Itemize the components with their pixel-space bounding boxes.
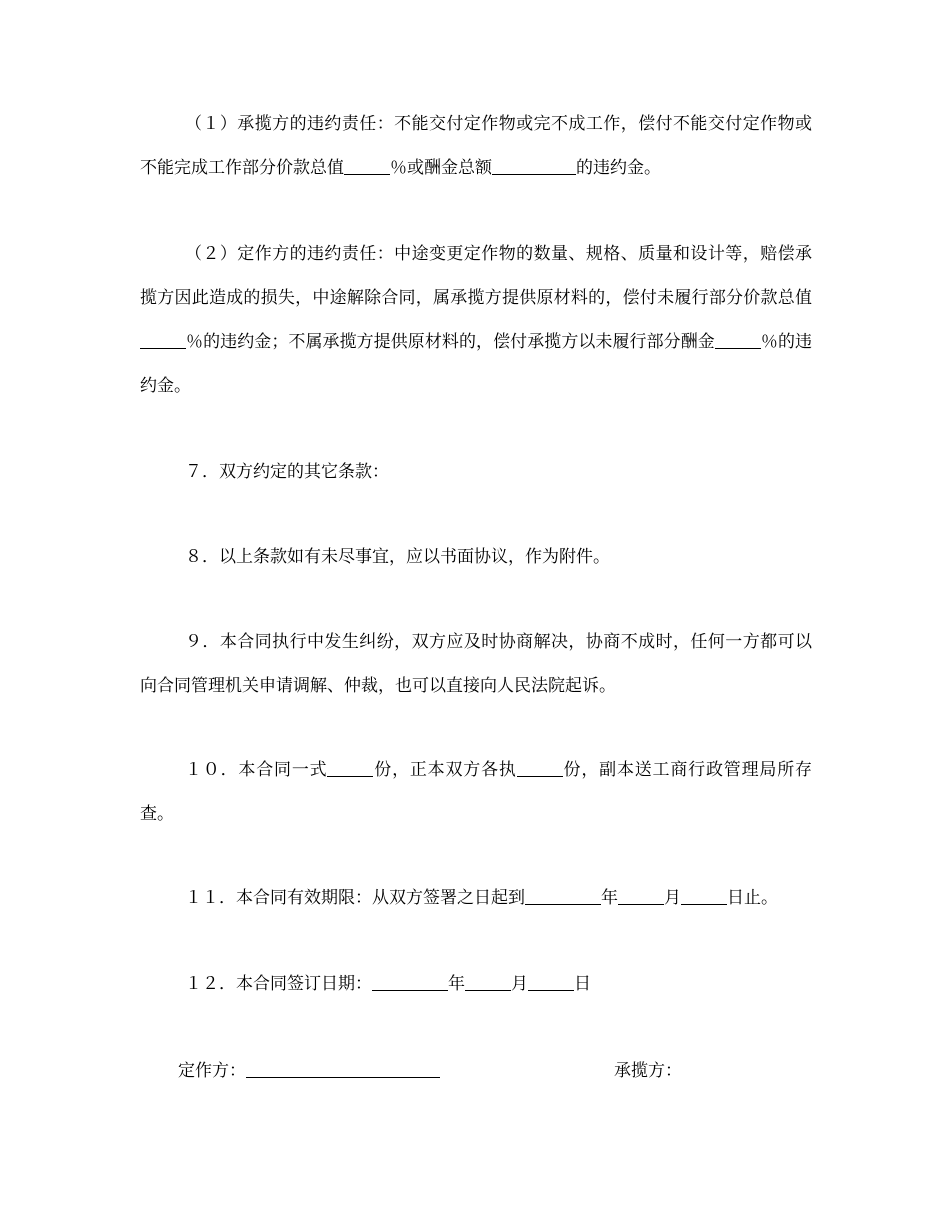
blank-month (465, 972, 511, 991)
clause-11-month-label: 月 (664, 888, 681, 908)
blank-day (528, 972, 574, 991)
clause-1-text-c: 的违约金。 (576, 158, 661, 178)
clause-11-text-a: １１．本合同有效期限：从双方签署之日起到 (185, 888, 525, 908)
blank-month (618, 886, 664, 905)
blank-year (372, 972, 448, 991)
blank-day (681, 886, 727, 905)
clause-12-day-label: 日 (574, 974, 591, 994)
clause-2-text-b: ％的违约金；不属承揽方提供原材料的，偿付承揽方以未履行部分酬金 (186, 332, 715, 352)
clause-12-text-a: １２．本合同签订日期： (185, 974, 372, 994)
clause-8-text: ８．以上条款如有未尽事宜，应以书面协议，作为附件。 (185, 547, 610, 567)
clause-8-supplementary (140, 535, 812, 579)
clause-10-text-a: １０．本合同一式 (185, 760, 328, 780)
blank-percentage (140, 330, 186, 349)
blank-year (525, 886, 601, 905)
clause-7-other-terms (140, 450, 812, 494)
clause-1-contractor-liability (140, 102, 812, 190)
clause-2-ordering-party-liability (140, 232, 812, 408)
ordering-party-signature (178, 1049, 440, 1093)
clause-11-validity (140, 876, 812, 920)
clause-1-text-b: ％或酬金总额 (390, 158, 492, 178)
clause-7-text: ７．双方约定的其它条款： (185, 462, 389, 482)
blank-copies (517, 758, 563, 777)
blank-percentage (715, 330, 761, 349)
clause-10-copies (140, 748, 812, 836)
clause-2-text-c: ％的违约金。 (140, 332, 812, 396)
clause-9-disputes (140, 620, 812, 708)
ordering-party-label: 定作方： (178, 1061, 246, 1081)
contractor-label: 承揽方： (614, 1061, 682, 1081)
clause-12-signing-date (140, 962, 812, 1006)
clause-2-text-a: （２）定作方的违约责任：中途变更定作物的数量、规格、质量和设计等，赔偿承揽方因此造成的损失，中途解除合同，属承揽方提供原材料的，偿付未履行部分价款总值 (140, 244, 812, 308)
clause-10-text-b: 份，正本双方各执 (373, 760, 517, 780)
signature-line (246, 1059, 440, 1078)
blank-percentage (344, 156, 390, 175)
clause-12-year-label: 年 (448, 974, 465, 994)
contractor-signature (614, 1049, 682, 1093)
clause-12-month-label: 月 (511, 974, 528, 994)
clause-11-day-label: 日止。 (727, 888, 778, 908)
clause-11-year-label: 年 (601, 888, 618, 908)
clause-10-text-c: 份，副本送工商行政管理局所存查。 (140, 760, 813, 824)
blank-amount (492, 156, 576, 175)
blank-copies (327, 758, 373, 777)
clause-1-text-a: （１）承揽方的违约责任：不能交付定作物或完不成工作，偿付不能交付定作物或不能完成工作部分价款总值 (140, 114, 812, 178)
clause-9-text: ９．本合同执行中发生纠纷，双方应及时协商解决，协商不成时，任何一方都可以向合同管理机关申请调解、仲裁，也可以直接向人民法院起诉。 (140, 632, 812, 696)
